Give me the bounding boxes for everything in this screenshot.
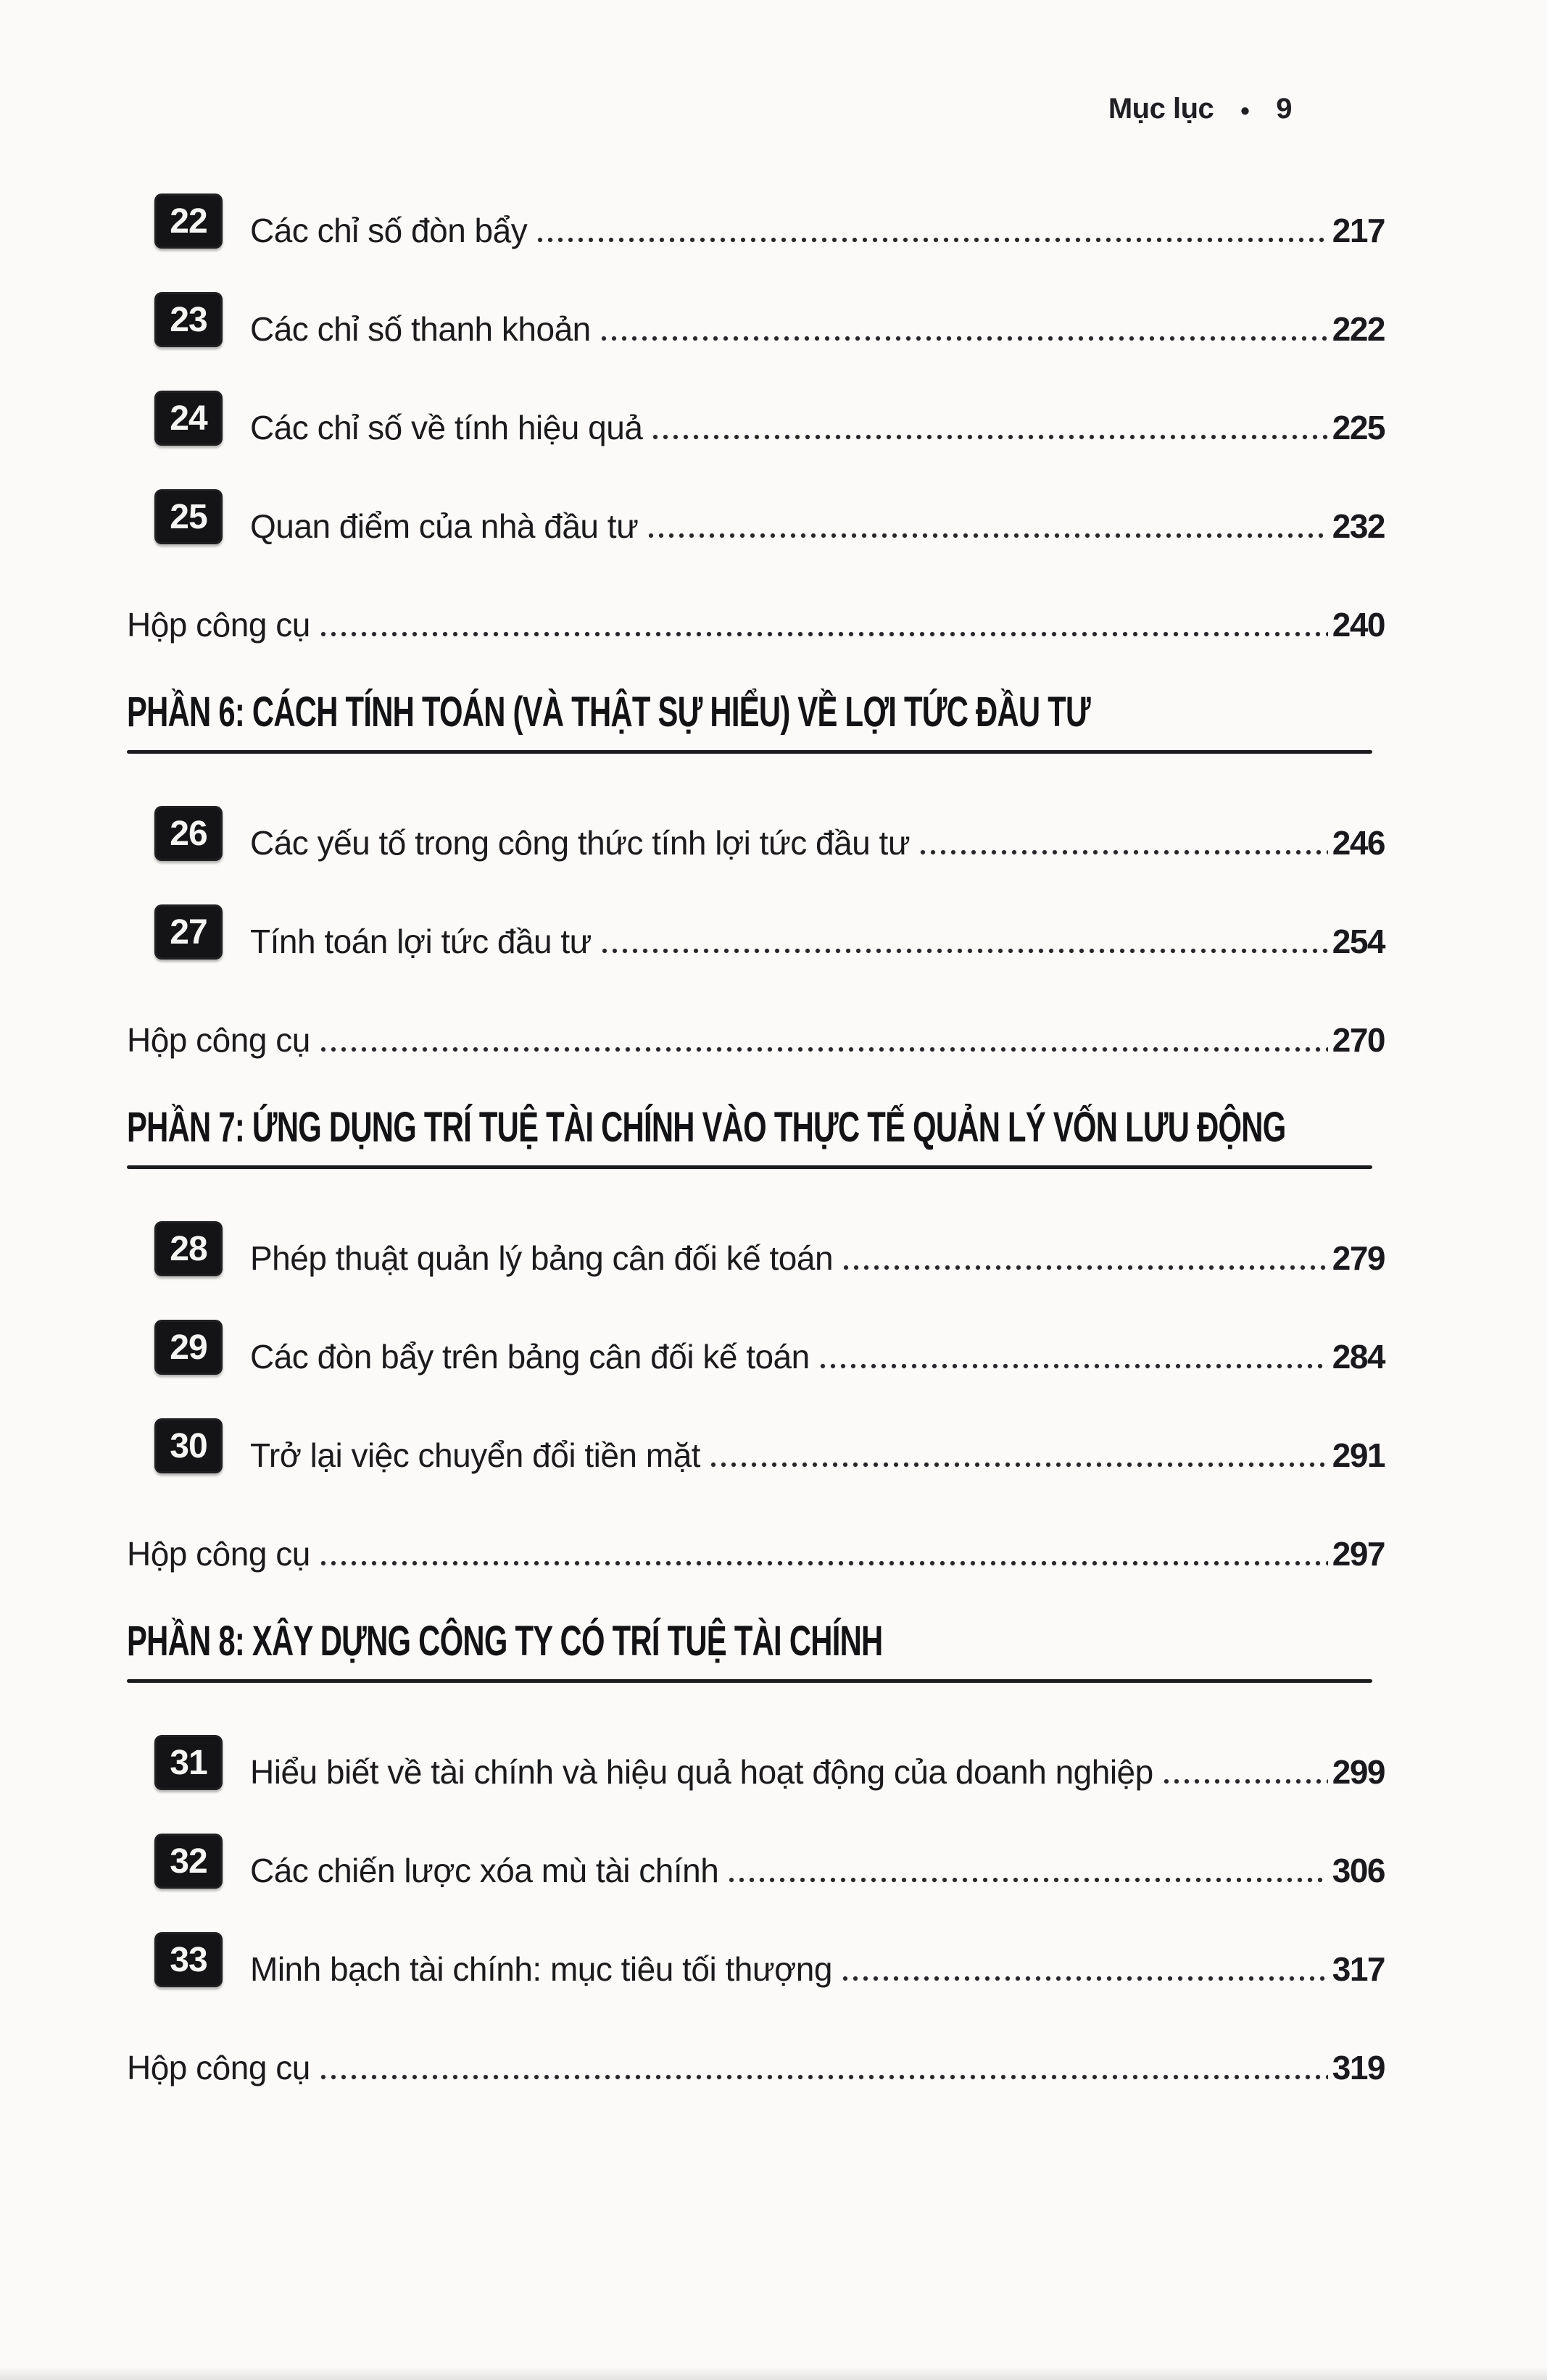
chapter-title: Quan điểm của nhà đầu tư [250, 507, 639, 546]
toolbox-row [127, 586, 1385, 644]
chapter-number-badge: 33 [154, 1932, 223, 1987]
page-number: 297 [1332, 1535, 1385, 1573]
page-number: 284 [1332, 1338, 1385, 1376]
toc-entry [127, 1931, 1385, 1989]
chapter-title: Các chiến lược xóa mù tài chính [250, 1852, 719, 1890]
dot-leader [320, 631, 1328, 637]
chapter-number-badge: 27 [154, 904, 223, 960]
toolbox-row [127, 1515, 1385, 1573]
toc-entry [127, 903, 1385, 961]
chapter-number-badge: 22 [154, 194, 223, 249]
dot-leader [601, 336, 1328, 341]
chapter-number-badge: 29 [154, 1320, 223, 1375]
chapter-number-badge: 30 [154, 1418, 223, 1473]
chapter-number-badge: 32 [154, 1834, 223, 1889]
chapter-title: Các đòn bẩy trên bảng cân đối kế toán [250, 1338, 810, 1376]
page-bottom-edge [0, 2367, 1547, 2380]
page-number: 279 [1332, 1239, 1385, 1278]
toolbox-row [127, 2029, 1385, 2087]
chapter-title: Các yếu tố trong công thức tính lợi tức đầu tư [250, 824, 911, 862]
section-header-phan-6 [127, 685, 1385, 754]
section-heading-text: PHẦN 7: ỨNG DỤNG TRÍ TUỆ TÀI CHÍNH VÀO THỰC TẾ QUẢN LÝ VỐN LƯU ĐỘNG [127, 1103, 1286, 1151]
dot-leader [602, 948, 1328, 954]
chapter-title: Các chỉ số đòn bẩy [250, 212, 528, 250]
dot-leader [920, 849, 1328, 855]
dot-leader [710, 1462, 1328, 1468]
toc-entry [127, 1220, 1385, 1278]
dot-leader [843, 1265, 1328, 1270]
dot-leader [820, 1363, 1328, 1369]
toolbox-label: Hộp công cụ [127, 1021, 310, 1060]
toc-entry [127, 192, 1385, 250]
chapter-title: Hiểu biết về tài chính và hiệu quả hoạt động của doanh nghiệp [250, 1753, 1153, 1792]
section-rule [127, 750, 1372, 754]
toc-entry [127, 1734, 1385, 1792]
page-number: 306 [1332, 1852, 1385, 1890]
page-number: 254 [1332, 923, 1385, 961]
dot-leader [842, 1976, 1328, 1981]
chapter-title: Minh bạch tài chính: mục tiêu tối thượng [250, 1950, 832, 1989]
toc-entry [127, 1832, 1385, 1890]
page-number: 319 [1332, 2049, 1385, 2087]
toolbox-label: Hộp công cụ [127, 2049, 310, 2087]
running-header-title: Mục lục [1108, 93, 1214, 125]
toc-entry [127, 804, 1385, 862]
section-heading-text: PHẦN 8: XÂY DỰNG CÔNG TY CÓ TRÍ TUỆ TÀI CHÍNH [127, 1617, 883, 1665]
section-rule [127, 1165, 1372, 1169]
chapter-number-badge: 26 [154, 806, 223, 861]
page-number: 291 [1332, 1436, 1385, 1475]
page-number: 317 [1332, 1950, 1385, 1989]
section-heading-text: PHẦN 6: CÁCH TÍNH TOÁN (VÀ THẬT SỰ HIỂU) VỀ LỢI TỨC ĐẦU TƯ [127, 688, 1090, 736]
dot-leader [652, 434, 1327, 440]
page-number: 222 [1332, 310, 1385, 349]
toc-entry [127, 1417, 1385, 1475]
chapter-title: Các chỉ số về tính hiệu quả [250, 409, 643, 447]
chapter-title: Phép thuật quản lý bảng cân đối kế toán [250, 1239, 834, 1278]
dot-leader [1164, 1778, 1328, 1784]
dot-leader [729, 1877, 1327, 1883]
page-number: 232 [1332, 507, 1385, 546]
toolbox-label: Hộp công cụ [127, 1535, 310, 1573]
page-number: 217 [1332, 212, 1385, 250]
page-number: 225 [1332, 409, 1385, 447]
chapter-title: Các chỉ số thanh khoản [250, 310, 591, 349]
toc-entry [127, 488, 1385, 546]
bullet-separator-icon: ● [1240, 100, 1251, 120]
page-number: 240 [1332, 606, 1385, 644]
chapter-number-badge: 23 [154, 292, 223, 347]
dot-leader [320, 1047, 1328, 1052]
section-header-phan-8 [127, 1614, 1385, 1683]
table-of-contents [127, 192, 1385, 2128]
dot-leader [320, 2074, 1328, 2080]
toolbox-row [127, 1002, 1385, 1060]
page-number: 299 [1332, 1753, 1385, 1792]
toc-entry [127, 389, 1385, 447]
running-header [1108, 93, 1292, 125]
chapter-number-badge: 25 [154, 489, 223, 544]
running-header-page-number: 9 [1276, 93, 1292, 125]
page-number: 270 [1332, 1021, 1385, 1060]
toc-entry [127, 1318, 1385, 1376]
dot-leader [537, 237, 1328, 243]
page-number: 246 [1332, 824, 1385, 862]
chapter-number-badge: 24 [154, 391, 223, 446]
toc-entry [127, 291, 1385, 349]
section-header-phan-7 [127, 1100, 1385, 1169]
chapter-title: Trở lại việc chuyển đổi tiền mặt [250, 1436, 700, 1475]
dot-leader [320, 1560, 1328, 1566]
chapter-title: Tính toán lợi tức đầu tư [250, 923, 592, 961]
section-rule [127, 1679, 1372, 1683]
chapter-number-badge: 31 [154, 1735, 223, 1790]
toolbox-label: Hộp công cụ [127, 606, 310, 644]
dot-leader [648, 533, 1327, 538]
chapter-number-badge: 28 [154, 1221, 223, 1276]
